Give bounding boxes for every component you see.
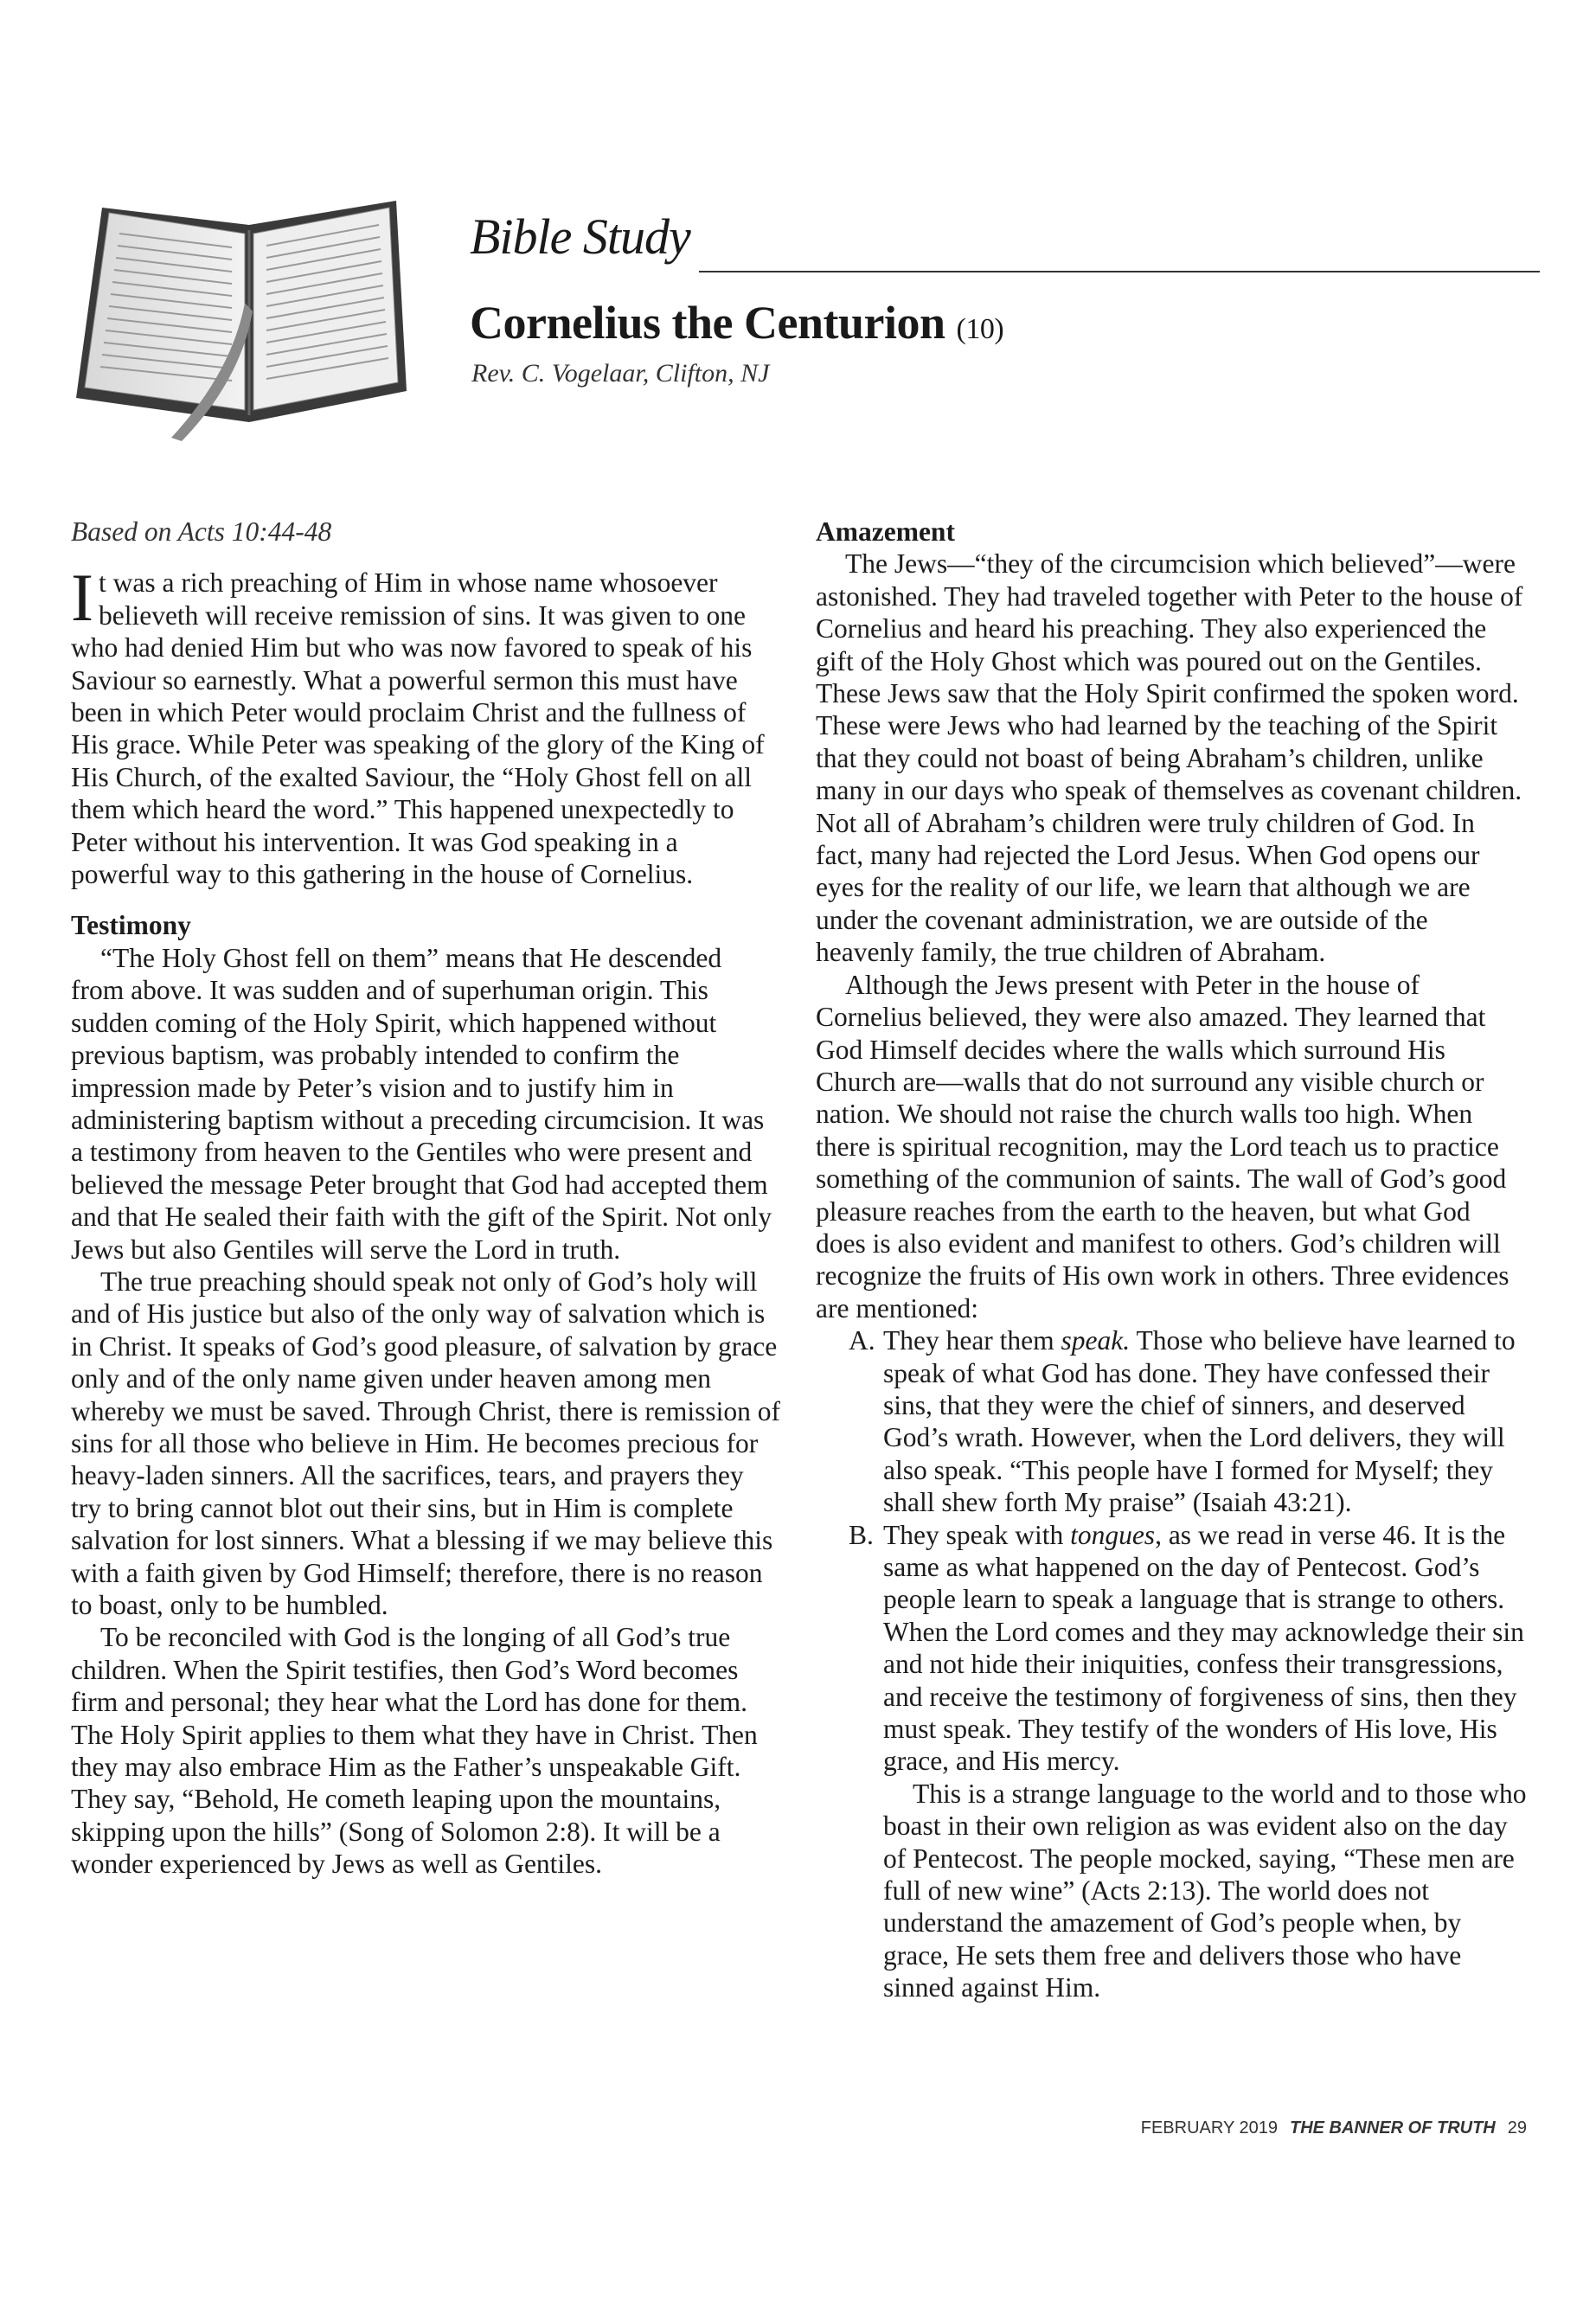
- left-column: [71, 516, 780, 1881]
- list-item-a: [816, 1324, 1527, 1518]
- list-item-b-text: They speak with: [883, 1519, 1071, 1550]
- list-marker-b: B.: [849, 1519, 874, 1550]
- footer-page-number: 29: [1507, 2118, 1527, 2138]
- page-footer: [1141, 2118, 1527, 2138]
- drop-cap: I: [71, 560, 93, 636]
- article-number: (10): [956, 313, 1004, 345]
- scripture-reference: Based on Acts 10:44-48: [71, 516, 332, 547]
- spacer: [71, 548, 780, 567]
- author-byline: Rev. C. Vogelaar, Clifton, NJ: [471, 359, 770, 388]
- article-title-text: Cornelius the Centurion: [470, 297, 945, 349]
- list-item-b-text-cont: , as we read in verse 46. It is the same as what happened on the day of Pentecost. God’s people learn to speak a language that is strange to others. When the Lord comes and they may acknowledge their sin and not hide their iniquities, confess their transgressions, and receive the testimony of forgiveness of sins, then they must speak. They testify of the wonders of His love, His grace, and His mercy.: [883, 1519, 1524, 1777]
- intro-paragraph: [71, 560, 780, 890]
- list-item-b: [816, 1519, 1527, 1778]
- testimony-paragraph-2: The true preaching should speak not only of God’s holy will and of His justice but also of the only way of salvation which is in Christ. It speaks of God’s good pleasure, of salvation by grace only and of the only name given under heaven among men whereby we must be saved. Through Christ, there is remission of sins for all those who believe in Him. He becomes precious for heavy-laden sinners. All the sacrifices, tears, and prayers they try to bring cannot blot out their sins, but in Him is complete salvation for lost sinners. What a blessing if we may believe this with a faith given by God Himself; therefore, there is no reason to boast, only to be humbled.: [71, 1266, 781, 1620]
- open-bible-illustration: [67, 190, 413, 441]
- amazement-paragraph-1: The Jews—“they of the circumcision which believed”—were astonished. They had traveled together with Peter to the house of Cornelius and heard his preaching. They also experienced the gift of the Holy Ghost which was poured out on the Gentiles. These Jews saw that the Holy Spirit confirmed the spoken word. These were Jews who had learned by the teaching of the Spirit that they could not boast of being Abraham’s children, unlike many in our days who speak of themselves as covenant children. Not all of Abraham’s children were truly children of God. In fact, many had rejected the Lord Jesus. When God opens our eyes for the reality of our life, we learn that although we are under the covenant administration, we are outside of the heavenly family, the true children of Abraham.: [816, 548, 1523, 968]
- heading-amazement: Amazement: [816, 516, 955, 547]
- spacer: [71, 890, 780, 909]
- list-item-a-emphasis: speak.: [1061, 1325, 1131, 1356]
- testimony-paragraph-1: “The Holy Ghost fell on them” means that He descended from above. It was sudden and of superhuman origin. This sudden coming of the Holy Spirit, which happened without previous baptism, was probably intended to confirm the impression made by Peter’s vision and to justify him in administering baptism without a preceding circumcision. It was a testimony from heaven to the Gentiles who were present and believed the message Peter brought that God had accepted them and that He sealed their faith with the gift of the Spirit. Not only Jews but also Gentiles will serve the Lord in truth.: [71, 942, 772, 1265]
- footer-magazine: THE BANNER OF TRUTH: [1289, 2118, 1496, 2138]
- article-title: [470, 296, 1003, 349]
- list-item-a-text: They hear them: [883, 1325, 1061, 1356]
- testimony-paragraph-3: To be reconciled with God is the longing of all God’s true children. When the Spirit testifies, then God’s Word becomes firm and personal; they hear what the Lord has done for them. The Holy Spirit applies to them what they have in Christ. Then they may also embrace Him as the Father’s unspeakable Gift. They say, “Behold, He cometh leaping upon the mountains, skipping upon the hills” (Song of Solomon 2:8). It will be a wonder experienced by Jews as well as Gentiles.: [71, 1622, 758, 1880]
- footer-issue: FEBRUARY 2019: [1140, 2118, 1278, 2138]
- list-marker-a: A.: [849, 1325, 875, 1356]
- section-title: Bible Study: [470, 208, 690, 265]
- amazement-paragraph-2: Although the Jews present with Peter in the house of Cornelius believed, they were also amazed. They learned that God Himself decides where the walls which surround His Church are—walls that do not surround any visible church or nation. We should not raise the church walls too high. When there is spiritual recognition, may the Lord teach us to practice something of the communion of saints. The wall of God’s good pleasure reaches from the earth to the heaven, but what God does is also evident and manifest to others. God’s children will recognize the fruits of His own work in others. Three evidences are mentioned:: [816, 969, 1509, 1324]
- title-divider: [699, 271, 1540, 272]
- list-item-a-text-cont: Those who believe have learned to speak of what God has done. They have confessed their sins, that they were the chief of sinners, and deserved God’s wrath. However, when the Lord delivers, they will also speak. “This people have I formed for Myself; they shall shew forth My praise” (Isaiah 43:21).: [883, 1325, 1516, 1518]
- list-item-b-emphasis: tongues: [1070, 1519, 1156, 1550]
- list-sub-paragraph: This is a strange language to the world and to those who boast in their own religion as was evident also on the day of Pentecost. The people mocked, saying, “These men are full of new wine” (Acts 2:13). The world does not understand the amazement of God’s people when, by grace, He sets them free and delivers those who have sinned against Him.: [883, 1778, 1527, 2003]
- heading-testimony: Testimony: [71, 910, 191, 941]
- intro-text: t was a rich preaching of Him in whose name whosoever believeth will receive remission of sins. It was given to one who had denied Him but who was now favored to speak of his Saviour so earnestly. What a powerful sermon this must have been in which Peter would proclaim Christ and the fullness of His grace. While Peter was speaking of the glory of the King of His Church, of the exalted Saviour, the “Holy Ghost fell on all them which heard the word.” This happened unexpectedly to Peter without his intervention. It was God speaking in a powerful way to this gathering in the house of Cornelius.: [71, 567, 765, 890]
- right-column: [816, 516, 1527, 2004]
